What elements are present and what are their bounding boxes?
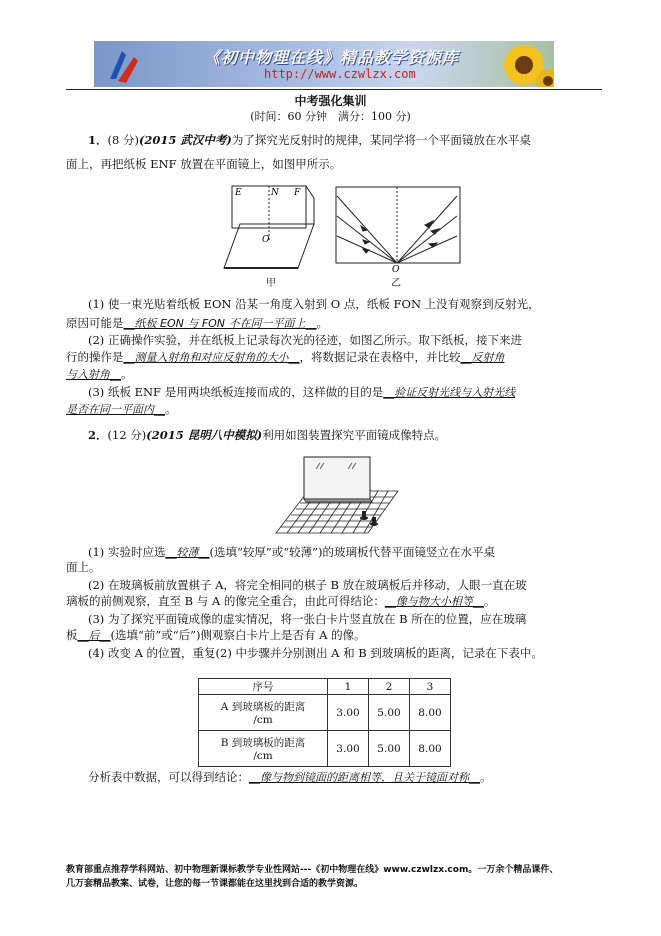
q1-part1-line2 xyxy=(66,316,328,331)
footer-line2: 几万套精品教案、试卷，让您的每一节课都能在这里找到合适的教学资源。 xyxy=(66,879,364,889)
table-cell: 5.00 xyxy=(369,731,410,767)
q1-answer-2b: __反射角 xyxy=(460,351,505,364)
q1-answer-3a: __验证反射光线与入射光线 xyxy=(383,386,516,399)
table-row-label xyxy=(199,731,328,767)
q2-part1-pre: (1) 实验时应选 xyxy=(88,545,166,559)
q2-answer-1: __较薄__ xyxy=(165,546,210,559)
q2-source: (2015 昆明八中模拟) xyxy=(146,428,263,442)
row-label-unit: /cm xyxy=(253,750,273,762)
q2-answer-3: __后__ xyxy=(77,629,111,642)
table-header-row xyxy=(199,679,451,695)
figure-b-light-paths xyxy=(335,186,461,272)
q1-part1-line1: (1) 使一束光贴着纸板 EON 沿某一角度入射到 O 点，纸板 FON 上没有观察到反射光， xyxy=(88,297,540,311)
caption-a: 甲 xyxy=(266,278,276,289)
label-e: E xyxy=(235,188,242,198)
q1-part3-line2 xyxy=(66,402,177,417)
table-cell: 8.00 xyxy=(410,695,451,731)
caption-b: 乙 xyxy=(391,278,401,289)
table-cell: 3.00 xyxy=(328,731,369,767)
q2-conclusion xyxy=(88,770,492,785)
q1-answer-1: __纸板 EON 与 FON 不在同一平面上__ xyxy=(123,317,317,330)
q1-part2-pre: 行的操作是 xyxy=(66,350,124,364)
q2-part3-post: (选填“前”或“后”)侧观察白卡片上是否有 A 的像。 xyxy=(110,628,366,642)
q1-part2-mid: ，将数据记录在表格中，并比较 xyxy=(299,350,461,364)
q2-number: 2． xyxy=(88,428,108,442)
q1-part2-line2 xyxy=(66,350,505,365)
q1-part2-line1: (2) 正确操作实验，并在纸板上记录每次光的径迹，如图乙所示。取下纸板，接下来进 xyxy=(88,333,522,347)
q1-part2-line3 xyxy=(66,367,133,382)
banner-title: 《初中物理在线》精品教学资源库 xyxy=(204,48,460,67)
q2-part3-line2 xyxy=(66,628,366,643)
table-row xyxy=(199,695,451,731)
page-title: 中考强化集训 xyxy=(294,94,367,108)
footer-line1: 教育部重点推荐学科网站、初中物理新课标教学专业性网站---《初中物理在线》www.czwlzx.com。一万余个精品课件、 xyxy=(66,865,559,875)
label-o-b: O xyxy=(392,265,400,272)
q2-part2-line1: (2) 在玻璃板前放置棋子 A，将完全相同的棋子 B 放在玻璃板后并移动，人眼一直在玻 xyxy=(88,578,527,592)
q2-part3-line1: (3) 为了探究平面镜成像的虚实情况，将一张白卡片竖直放在 B 所在的位置，应在玻璃 xyxy=(88,612,527,626)
figure-a-mirror-board xyxy=(222,180,322,270)
table-row-label xyxy=(199,695,328,731)
table-cell: 3.00 xyxy=(328,695,369,731)
sunflower-icon xyxy=(494,41,554,87)
q1-source: (2015 武汉中考) xyxy=(138,133,232,147)
q2-stem: 利用如图装置探究平面镜成像特点。 xyxy=(262,428,447,442)
table-header-cell: 2 xyxy=(369,679,410,695)
q1-answer-2c: 与入射角__ xyxy=(66,368,121,381)
q1-stem-2: 面上，再把纸板 ENF 放置在平面镜上，如图甲所示。 xyxy=(66,157,342,171)
q1-part1-post: 。 xyxy=(316,316,329,330)
label-f: F xyxy=(294,188,301,198)
q1-part3-pre: (3) 纸板 ENF 是用两块纸板连接而成的，这样做的目的是 xyxy=(88,385,384,399)
q1-part2-post: 。 xyxy=(121,367,133,381)
q1-line1 xyxy=(88,133,531,148)
q2-score: (12 分) xyxy=(107,428,147,442)
q1-number: 1． xyxy=(88,133,108,147)
q2-part3-pre: 板 xyxy=(66,628,78,642)
table-header-cell: 3 xyxy=(410,679,451,695)
q2-line1 xyxy=(88,428,446,443)
row-label-a: A 到玻璃板的距离 xyxy=(220,701,306,713)
table-cell: 8.00 xyxy=(410,731,451,767)
table-cell: 5.00 xyxy=(369,695,410,731)
q2-part2-pre: 璃板的前侧观察，直至 B 与 A 的像完全重合，由此可得结论： xyxy=(66,594,385,608)
q2-part4: (4) 改变 A 的位置，重复(2) 中步骤并分别测出 A 和 B 到玻璃板的距离，记录在下表中。 xyxy=(88,646,543,660)
logo-icon xyxy=(104,45,144,85)
label-o: O xyxy=(262,235,270,245)
q1-answer-2a: __测量入射角和对应反射角的大小__ xyxy=(123,351,300,364)
q2-answer-4: __像与物到镜面的距离相等，且关于镜面对称__ xyxy=(249,771,480,784)
table-header-cell: 序号 xyxy=(199,679,328,695)
q1-part3-line1 xyxy=(88,385,515,400)
q2-answer-2: __像与物大小相等__ xyxy=(384,595,484,608)
q2-conclusion-pre: 分析表中数据，可以得到结论： xyxy=(88,770,249,784)
q2-part1-post: (选填“较厚”或“较薄”)的玻璃板代替平面镜竖立在水平桌 xyxy=(209,545,495,559)
q2-part1-line1 xyxy=(88,545,495,560)
banner xyxy=(94,41,554,87)
q2-part2-line2 xyxy=(66,594,495,609)
q1-part3-post: 。 xyxy=(165,402,177,416)
figure-glass-plate-grid xyxy=(272,455,402,537)
header-rule xyxy=(66,89,602,90)
q1-score: (8 分) xyxy=(107,133,139,147)
distance-table xyxy=(198,678,451,767)
table-header-cell: 1 xyxy=(328,679,369,695)
row-label-unit: /cm xyxy=(253,714,273,726)
q1-answer-3b: 是否在同一平面内__ xyxy=(66,403,165,416)
page-meta: (时间：60 分钟 满分：100 分) xyxy=(250,110,411,123)
q2-part1-line2: 面上。 xyxy=(66,560,101,574)
banner-url: http://www.czwlzx.com xyxy=(264,67,416,81)
label-n: N xyxy=(271,188,279,198)
q2-part2-post: 。 xyxy=(483,594,496,608)
row-label-b: B 到玻璃板的距离 xyxy=(220,737,306,749)
q1-stem-1: 为了探究光反射时的规律，某同学将一个平面镜放在水平桌 xyxy=(231,133,531,147)
table-row xyxy=(199,731,451,767)
q2-conclusion-post: 。 xyxy=(480,770,492,784)
q1-part1-pre: 原因可能是 xyxy=(66,316,124,330)
